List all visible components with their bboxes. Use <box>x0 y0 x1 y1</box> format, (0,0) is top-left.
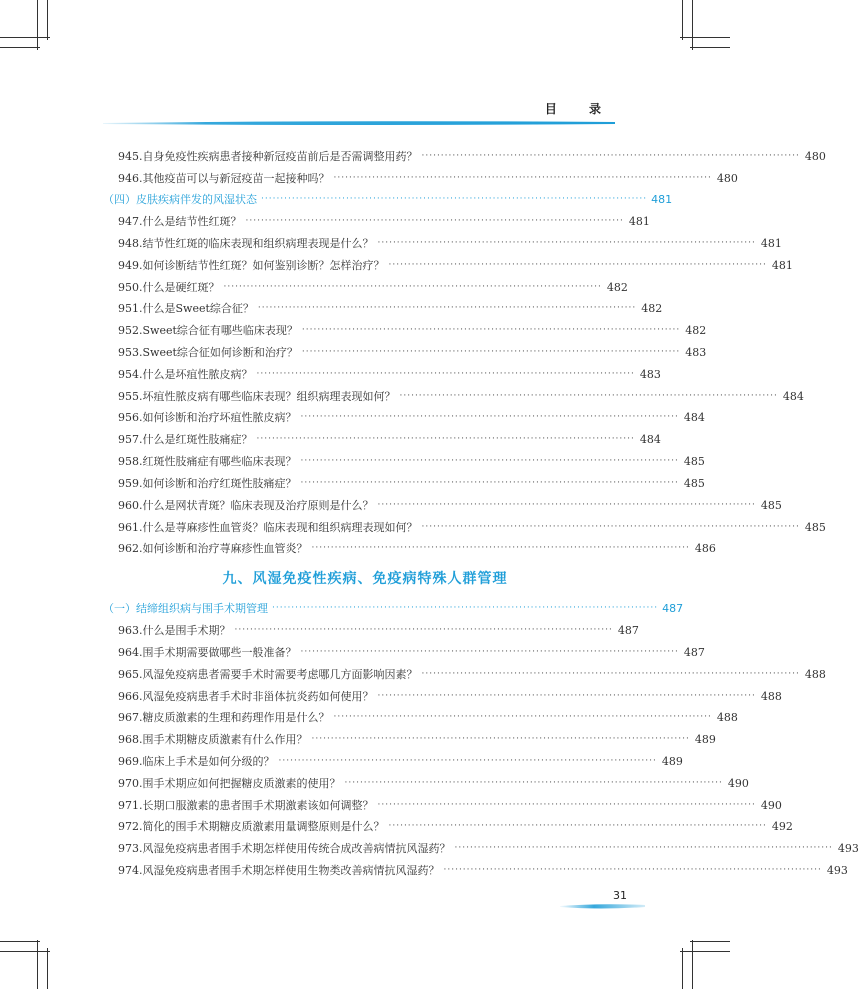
toc-entry-949[interactable]: 949 . 如何诊断结节性红斑？如何鉴别诊断？怎样治疗？ ·································································································· 481 <box>118 258 793 272</box>
toc-entry-965[interactable]: 965 . 风湿免疫病患者需要手术时需要考虑哪几方面影响因素？ ·································································································· 488 <box>118 667 826 681</box>
toc-entry-970[interactable]: 970 . 围手术期应如何把握糖皮质激素的使用？ ·································································································· 490 <box>118 776 749 790</box>
toc-subsection-skin[interactable]: （四）皮肤疾病伴发的风湿状态 ···································································································· 481 <box>103 192 673 206</box>
toc-entry-956[interactable]: 956 . 如何诊断和治疗坏疽性脓皮病？ ·································································································· 484 <box>118 410 705 424</box>
toc-entry-968[interactable]: 968 . 围手术期糖皮质激素有什么作用？ ·································································································· 489 <box>118 732 716 746</box>
toc-subsection-perioperative[interactable]: （一）结缔组织病与围手术期管理 ···································································································· 487 <box>103 601 684 615</box>
toc-entry-952[interactable]: 952 . Sweet综合征有哪些临床表现？ ·································································································· 482 <box>118 323 707 337</box>
toc-entry-974[interactable]: 974 . 风湿免疫病患者围手术期怎样使用生物类改善病情抗风湿药？ ·································································································· 493 <box>118 863 848 877</box>
toc-entry-972[interactable]: 972 . 简化的围手术期糖皮质激素用量调整原则是什么？ ·································································································· 492 <box>118 819 793 833</box>
toc-entry-963[interactable]: 963 . 什么是围手术期？ ·································································································· 487 <box>118 623 639 637</box>
toc-entry-969[interactable]: 969 . 临床上手术是如何分级的？ ·································································································· 489 <box>118 754 683 768</box>
toc-entry-960[interactable]: 960 . 什么是网状青斑？临床表现及治疗原则是什么？ ·································································································· 485 <box>118 498 782 512</box>
toc-entry-950[interactable]: 950 . 什么是硬红斑？ ·································································································· 482 <box>118 280 628 294</box>
toc-entry-967[interactable]: 967 . 糖皮质激素的生理和药理作用是什么？ ·································································································· 488 <box>118 710 738 724</box>
toc-entry-954[interactable]: 954 . 什么是坏疽性脓皮病？ ·································································································· 483 <box>118 367 661 381</box>
toc-entry-961[interactable]: 961 . 什么是荨麻疹性血管炎？临床表现和组织病理表现如何？ ·································································································· 485 <box>118 520 826 534</box>
toc-entry-947[interactable]: 947 . 什么是结节性红斑？ ·································································································· 481 <box>118 214 650 228</box>
page-header-title: 目 录 <box>544 102 615 116</box>
toc-entry-964[interactable]: 964 . 围手术期需要做哪些一般准备？ ·································································································· 487 <box>118 645 705 659</box>
toc-entry-962[interactable]: 962 . 如何诊断和治疗荨麻疹性血管炎？ ·································································································· 486 <box>118 541 716 555</box>
toc-entry-959[interactable]: 959 . 如何诊断和治疗红斑性肢痛症？ ·································································································· 485 <box>118 476 705 490</box>
toc-entry-951[interactable]: 951 . 什么是Sweet综合征？ ·································································································· 482 <box>118 301 663 315</box>
toc-entry-973[interactable]: 973 . 风湿免疫病患者围手术期怎样使用传统合成改善病情抗风湿药？ ·································································································· 493 <box>118 841 859 855</box>
toc-entry-966[interactable]: 966 . 风湿免疫病患者手术时非甾体抗炎药如何使用？ ·································································································· 488 <box>118 689 782 703</box>
toc-entry-945[interactable]: 945 . 自身免疫性疾病患者接种新冠疫苗前后是否需调整用药？ ·································································································· 480 <box>118 149 826 163</box>
chapter-heading[interactable]: 九、风湿免疫性疾病、免疫病特殊人群管理 <box>222 571 508 587</box>
toc-entry-957[interactable]: 957 . 什么是红斑性肢痛症？ ·································································································· 484 <box>118 432 661 446</box>
toc-entry-958[interactable]: 958 . 红斑性肢痛症有哪些临床表现？ ·································································································· 485 <box>118 454 705 468</box>
header-rule <box>103 120 615 126</box>
footer-rule <box>560 902 645 910</box>
toc-entry-948[interactable]: 948 . 结节性红斑的临床表现和组织病理表现是什么？ ·································································································· 481 <box>118 236 782 250</box>
toc-entry-953[interactable]: 953 . Sweet综合征如何诊断和治疗？ ·································································································· 483 <box>118 345 707 359</box>
toc-entry-971[interactable]: 971 . 长期口服激素的患者围手术期激素该如何调整？ ·································································································· 490 <box>118 798 782 812</box>
toc-entry-946[interactable]: 946 . 其他疫苗可以与新冠疫苗一起接种吗？ ·································································································· 480 <box>118 171 738 185</box>
toc-entry-955[interactable]: 955 . 坏疽性脓皮病有哪些临床表现？组织病理表现如何？ ·································································································· 484 <box>118 389 804 403</box>
page-number: 31 <box>613 889 627 902</box>
